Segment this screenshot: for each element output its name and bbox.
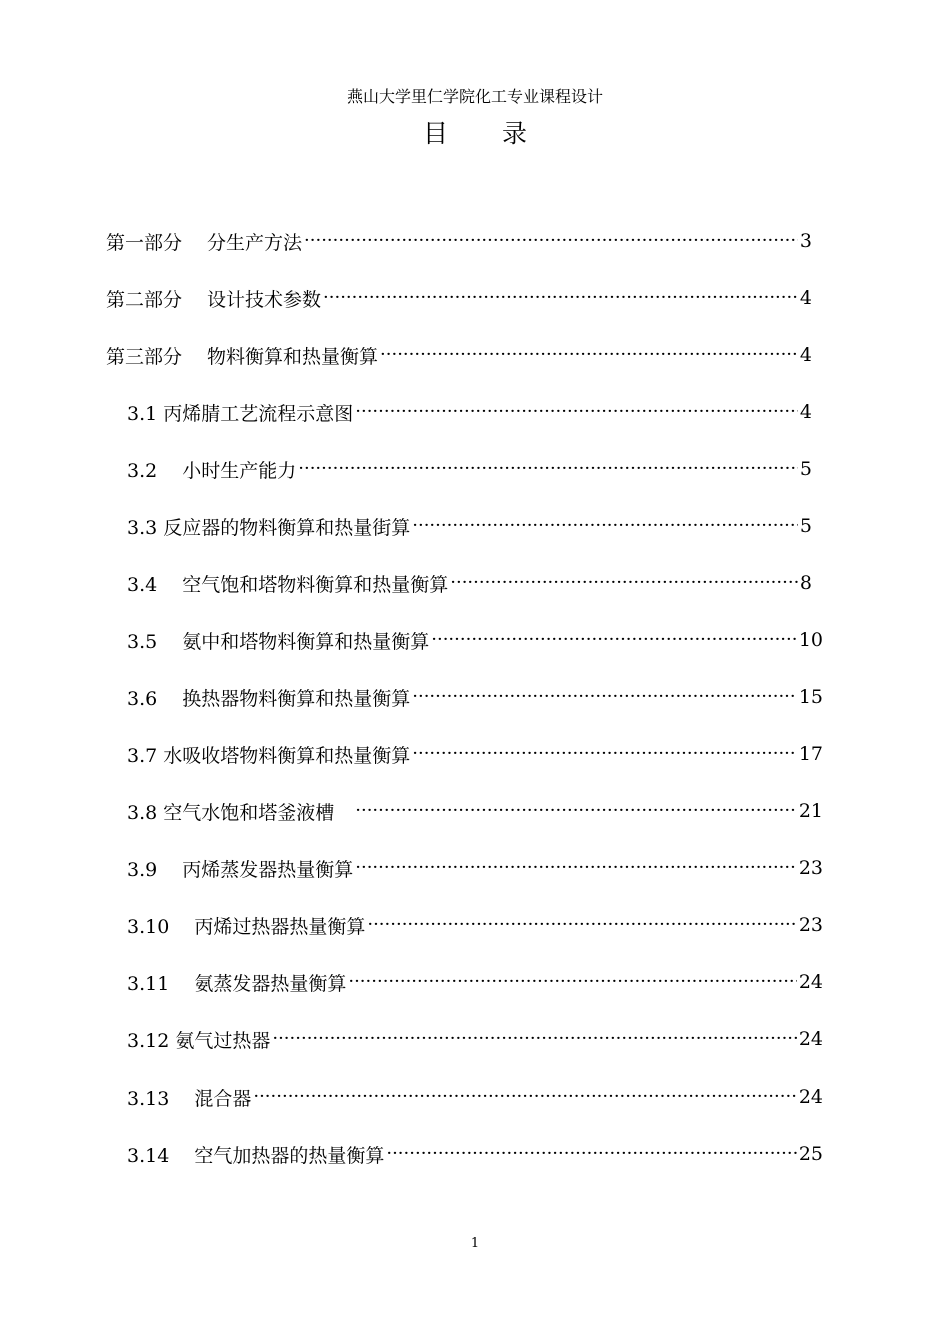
toc-entry-page: 4 xyxy=(799,344,812,366)
toc-entry-label: 第三部分 物料衡算和热量衡算 xyxy=(106,345,379,368)
toc-entry[interactable] xyxy=(127,511,812,541)
toc-entry-label: 3.7 水吸收塔物料衡算和热量衡算 xyxy=(127,744,411,767)
toc-entry[interactable] xyxy=(127,910,823,940)
toc-entry[interactable] xyxy=(127,454,812,484)
toc-entry-page: 25 xyxy=(798,1143,823,1165)
toc-entry-label: 3.2 小时生产能力 xyxy=(127,459,297,482)
toc-entry-page: 3 xyxy=(799,230,812,252)
toc-entry-page: 4 xyxy=(799,401,812,423)
toc-entry-label: 3.6 换热器物料衡算和热量衡算 xyxy=(127,687,411,710)
toc-leader-dots xyxy=(355,796,797,826)
toc-leader-dots xyxy=(304,226,798,256)
toc-entry-label: 3.4 空气饱和塔物料衡算和热量衡算 xyxy=(127,573,449,596)
toc-entry-label: 3.8 空气水饱和塔釜液槽 xyxy=(127,801,354,824)
toc-entry-label: 3.13 混合器 xyxy=(127,1087,252,1110)
page-number: 1 xyxy=(470,1236,480,1251)
toc-entry-page: 23 xyxy=(798,914,823,936)
toc-leader-dots xyxy=(386,1139,796,1169)
toc-leader-dots xyxy=(412,739,797,769)
toc-entry-label: 第一部分 分生产方法 xyxy=(106,231,303,254)
toc-entry[interactable] xyxy=(127,1139,823,1169)
toc-entry-label: 第二部分 设计技术参数 xyxy=(106,288,322,311)
toc-entry[interactable] xyxy=(127,739,823,769)
toc-entry[interactable] xyxy=(106,226,812,256)
toc-leader-dots xyxy=(431,625,797,655)
toc-entry[interactable] xyxy=(106,340,812,370)
toc-entry-label: 3.10 丙烯过热器热量衡算 xyxy=(127,915,366,938)
toc-leader-dots xyxy=(298,454,798,484)
toc-entry-label: 3.14 空气加热器的热量衡算 xyxy=(127,1144,385,1167)
toc-entry-label: 3.11 氨蒸发器热量衡算 xyxy=(127,972,347,995)
toc-entry[interactable] xyxy=(127,796,823,826)
toc-entry[interactable] xyxy=(127,1082,823,1112)
toc-entry-page: 24 xyxy=(798,1028,823,1050)
toc-entry-page: 4 xyxy=(799,287,812,309)
toc-entry-label: 3.12 氨气过热器 xyxy=(127,1029,271,1052)
toc-leader-dots xyxy=(355,397,798,427)
toc-leader-dots xyxy=(355,853,797,883)
toc-entry[interactable] xyxy=(127,397,812,427)
toc-entry[interactable] xyxy=(127,1024,823,1054)
toc-leader-dots xyxy=(323,283,798,313)
toc-entry-page: 24 xyxy=(798,971,823,993)
toc-entry-page: 17 xyxy=(798,743,823,765)
toc-entry-label: 3.1 丙烯腈工艺流程示意图 xyxy=(127,402,354,425)
toc-entry-label: 3.9 丙烯蒸发器热量衡算 xyxy=(127,858,354,881)
toc-title-char-1: 目 xyxy=(422,119,448,148)
toc-entry-page: 5 xyxy=(799,458,812,480)
toc-leader-dots xyxy=(367,910,796,940)
toc-entry[interactable] xyxy=(127,967,823,997)
toc-entry[interactable] xyxy=(127,853,823,883)
toc-entry-label: 3.3 反应器的物料衡算和热量街算 xyxy=(127,516,411,539)
toc-entry[interactable] xyxy=(127,568,812,598)
toc-leader-dots xyxy=(450,568,798,598)
toc-leader-dots xyxy=(272,1024,796,1054)
page-header: 燕山大学里仁学院化工专业课程设计 xyxy=(346,87,603,106)
toc-title-char-2: 录 xyxy=(502,119,528,148)
toc-leader-dots xyxy=(348,967,796,997)
toc-leader-dots xyxy=(412,682,797,712)
toc-entry-page: 10 xyxy=(798,629,823,651)
toc-entry-page: 23 xyxy=(798,857,823,879)
toc-entry[interactable] xyxy=(127,625,823,655)
toc-entry-page: 5 xyxy=(799,515,812,537)
toc-leader-dots xyxy=(380,340,798,370)
toc-entry-page: 8 xyxy=(799,572,812,594)
toc-entry[interactable] xyxy=(106,283,812,313)
toc-entry[interactable] xyxy=(127,682,823,712)
toc-title xyxy=(0,114,950,150)
toc-entry-page: 24 xyxy=(798,1086,823,1108)
toc-leader-dots xyxy=(253,1082,796,1112)
toc-entry-page: 21 xyxy=(798,800,823,822)
toc-entry-label: 3.5 氨中和塔物料衡算和热量衡算 xyxy=(127,630,430,653)
toc-leader-dots xyxy=(412,511,798,541)
toc-entry-page: 15 xyxy=(798,686,823,708)
